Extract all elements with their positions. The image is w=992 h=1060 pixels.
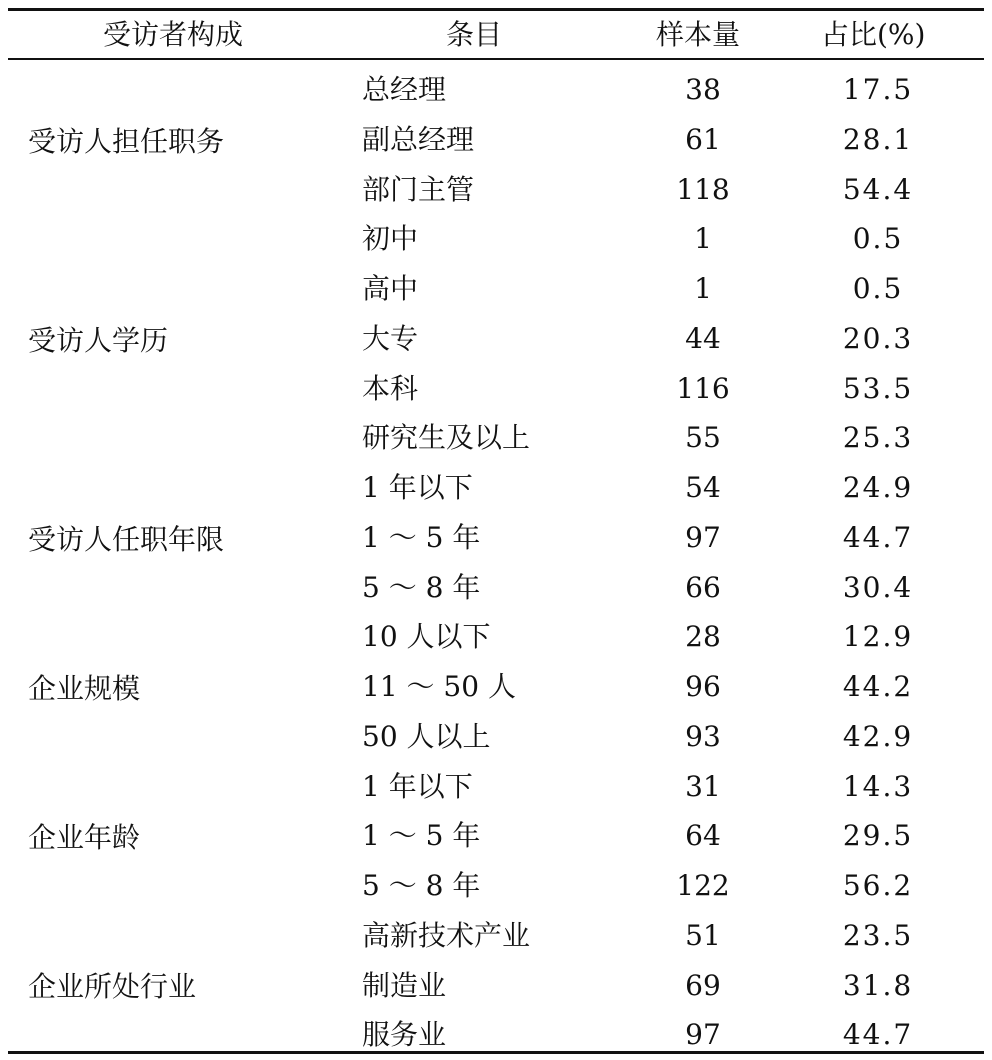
row-group — [8, 463, 984, 612]
table-row — [8, 712, 984, 762]
sample-cell: 64 — [685, 819, 721, 853]
percent-cell: 23.5 — [842, 918, 914, 952]
percent-cell: 17.5 — [842, 73, 914, 106]
header-sample: 样本量 — [656, 18, 741, 51]
table-row — [8, 264, 984, 314]
sample-cell: 31 — [685, 769, 721, 803]
percent-cell: 14.3 — [842, 769, 914, 803]
table-row — [8, 463, 984, 513]
item-cell: 1 年以下 — [362, 769, 473, 803]
sample-cell: 28 — [685, 620, 721, 654]
table-row — [8, 413, 984, 463]
percent-cell: 30.4 — [842, 570, 914, 604]
category-label: 受访人学历 — [28, 323, 169, 357]
percent-cell: 31.8 — [842, 968, 914, 1002]
item-cell: 总经理 — [362, 73, 447, 106]
table-row — [8, 762, 984, 812]
sample-cell: 54 — [685, 471, 721, 504]
percent-cell: 44.7 — [842, 1018, 914, 1052]
table-row — [8, 364, 984, 414]
header-category: 受访者构成 — [103, 18, 244, 51]
item-cell: 1 ～ 5 年 — [362, 819, 481, 853]
item-cell: 1 年以下 — [362, 471, 473, 504]
percent-cell: 54.4 — [842, 172, 914, 206]
item-cell: 高新技术产业 — [362, 918, 531, 952]
sample-cell: 116 — [676, 371, 730, 405]
sample-cell: 55 — [685, 421, 721, 455]
sample-cell: 118 — [676, 172, 730, 206]
sample-cell: 96 — [685, 670, 721, 703]
sample-cell: 97 — [685, 1018, 721, 1052]
header-rule — [8, 58, 984, 60]
item-cell: 11 ～ 50 人 — [362, 670, 516, 703]
category-label: 企业年龄 — [28, 821, 141, 855]
header-percent: 占比(%) — [821, 18, 926, 51]
percent-cell: 0.5 — [852, 272, 904, 305]
item-cell: 本科 — [362, 371, 419, 405]
header-item: 条目 — [446, 18, 503, 51]
item-cell: 50 人以上 — [362, 719, 491, 753]
item-cell: 部门主管 — [362, 172, 475, 206]
item-cell: 5 ～ 8 年 — [362, 570, 481, 604]
percent-cell: 42.9 — [842, 719, 914, 753]
table-row — [8, 65, 984, 115]
item-cell: 大专 — [362, 321, 419, 355]
sample-cell: 69 — [685, 968, 721, 1002]
sample-cell: 66 — [685, 570, 721, 604]
category-label: 受访人担任职务 — [28, 124, 225, 158]
table-body — [8, 65, 984, 1060]
bottom-rule — [8, 1051, 984, 1054]
percent-cell: 44.7 — [842, 520, 914, 554]
row-group — [8, 911, 984, 1060]
row-group — [8, 214, 984, 463]
percent-cell: 24.9 — [842, 471, 914, 504]
table-row — [8, 314, 984, 364]
percent-cell: 20.3 — [842, 321, 914, 355]
table-row — [8, 861, 984, 911]
percent-cell: 56.2 — [842, 869, 914, 902]
item-cell: 服务业 — [362, 1018, 447, 1052]
item-cell: 制造业 — [362, 968, 447, 1002]
percent-cell: 44.2 — [842, 670, 914, 703]
row-group — [8, 612, 984, 761]
sample-cell: 61 — [685, 122, 721, 156]
item-cell: 5 ～ 8 年 — [362, 869, 481, 902]
item-cell: 1 ～ 5 年 — [362, 520, 481, 554]
table-row — [8, 513, 984, 563]
percent-cell: 0.5 — [852, 222, 904, 256]
sample-cell: 44 — [685, 321, 721, 355]
table-row — [8, 911, 984, 961]
item-cell: 初中 — [362, 222, 419, 256]
table-row — [8, 165, 984, 215]
item-cell: 10 人以下 — [362, 620, 491, 654]
table-row — [8, 214, 984, 264]
category-label: 企业所处行业 — [28, 970, 197, 1004]
row-group — [8, 65, 984, 214]
sample-cell: 51 — [685, 918, 721, 952]
table-row — [8, 811, 984, 861]
sample-cell: 97 — [685, 520, 721, 554]
sample-cell: 122 — [676, 869, 730, 902]
category-label: 受访人任职年限 — [28, 522, 225, 556]
category-label: 企业规模 — [28, 671, 141, 705]
percent-cell: 12.9 — [842, 620, 914, 654]
table-row — [8, 662, 984, 712]
sample-cell: 1 — [694, 222, 712, 256]
percent-cell: 28.1 — [842, 122, 914, 156]
sample-cell: 38 — [685, 73, 721, 106]
percent-cell: 53.5 — [842, 371, 914, 405]
table-row — [8, 612, 984, 662]
sample-cell: 1 — [694, 272, 712, 305]
percent-cell: 25.3 — [842, 421, 914, 455]
item-cell: 高中 — [362, 272, 419, 305]
table-row — [8, 961, 984, 1011]
sample-cell: 93 — [685, 719, 721, 753]
table-row — [8, 563, 984, 613]
item-cell: 研究生及以上 — [362, 421, 531, 455]
table-row — [8, 115, 984, 165]
percent-cell: 29.5 — [842, 819, 914, 853]
item-cell: 副总经理 — [362, 122, 475, 156]
row-group — [8, 762, 984, 911]
